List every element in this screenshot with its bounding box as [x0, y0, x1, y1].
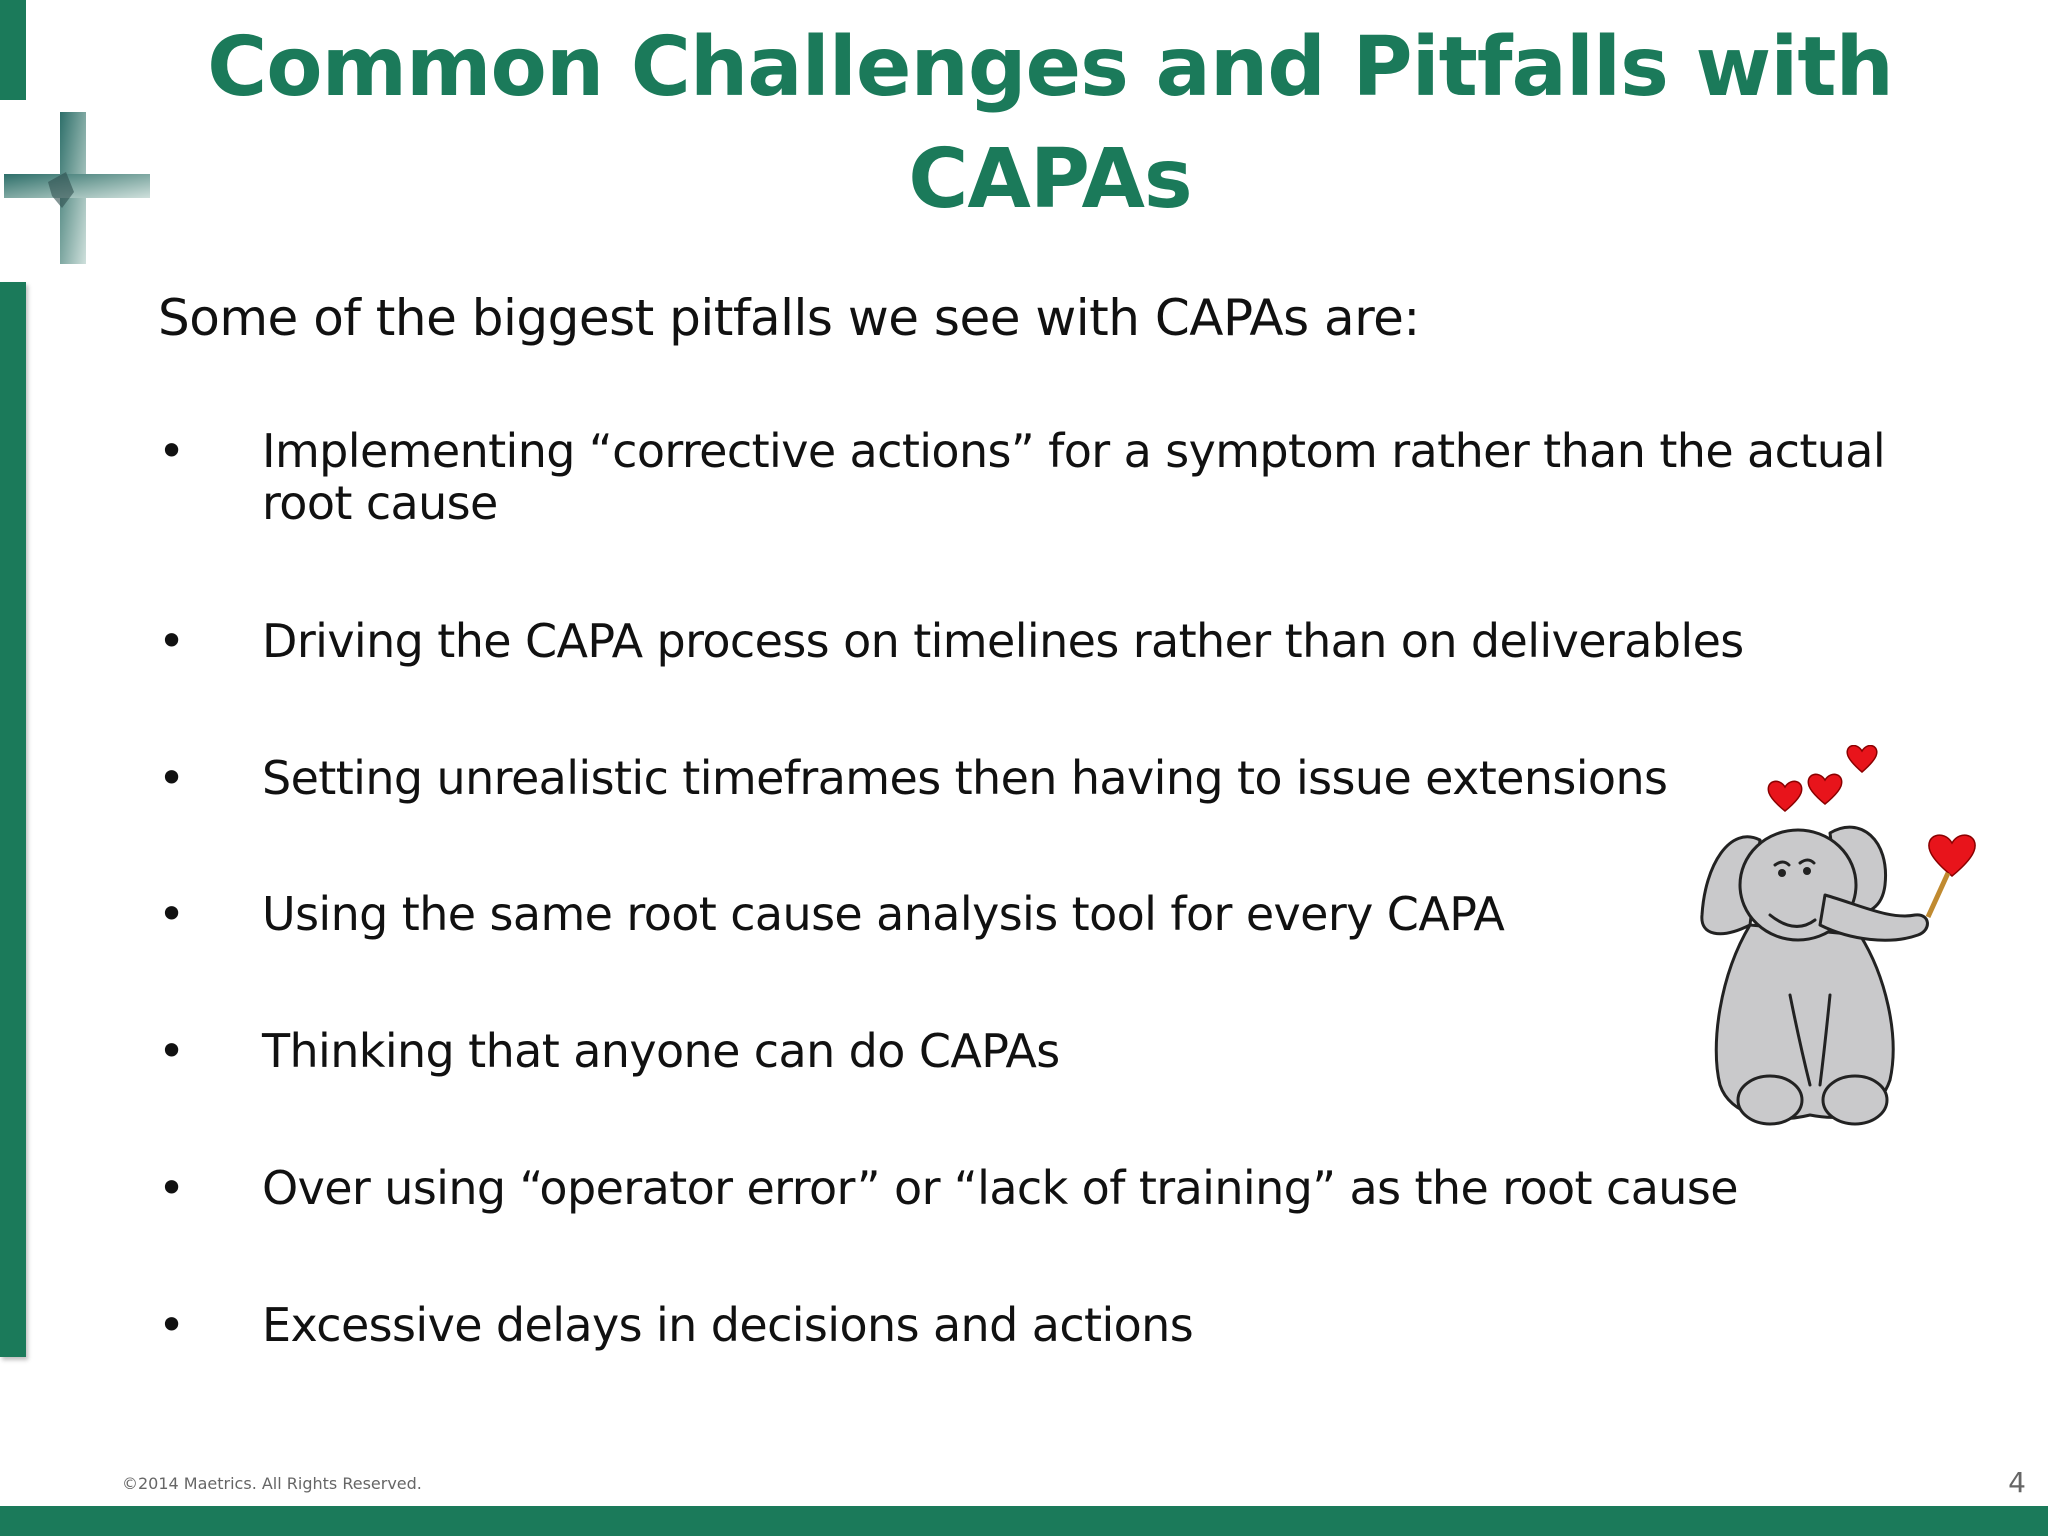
bullet-dot: • [158, 614, 185, 668]
slide-title: Common Challenges and Pitfalls with CAPAs [207, 20, 1893, 227]
elephant-with-hearts-icon [1690, 745, 1980, 1140]
bullet-dot: • [158, 751, 185, 805]
list-item-text: Implementing “corrective actions” for a symptom rather than the actual root cause [262, 424, 1886, 530]
list-item-text: Using the same root cause analysis tool for every CAPA [262, 887, 1505, 941]
bullet-dot: • [158, 1298, 185, 1352]
footer-copyright: ©2014 Maetrics. All Rights Reserved. [122, 1474, 422, 1493]
heart-icon [1808, 774, 1841, 804]
bottom-accent-bar [0, 1506, 2048, 1536]
side-accent-bar [0, 282, 26, 1357]
list-item-text: Setting unrealistic timeframes then having to issue extensions [262, 751, 1668, 805]
list-item-text: Excessive delays in decisions and actions [262, 1298, 1194, 1352]
heart-icon [1929, 835, 1975, 876]
top-accent-bar [0, 0, 26, 100]
bullet-dot: • [158, 1161, 185, 1215]
page-number: 4 [2008, 1466, 2026, 1499]
list-item-text: Driving the CAPA process on timelines rather than on deliverables [262, 614, 1744, 668]
intro-text: Some of the biggest pitfalls we see with CAPAs are: [158, 289, 1420, 347]
heart-icon [1847, 746, 1877, 772]
bullet-dot: • [158, 887, 185, 941]
bullet-dot: • [158, 424, 185, 478]
list-item-text: Over using “operator error” or “lack of training” as the root cause [262, 1161, 1738, 1215]
heart-icon [1768, 781, 1801, 811]
bullet-dot: • [158, 1024, 185, 1078]
cross-logo-icon [4, 112, 150, 264]
list-item-text: Thinking that anyone can do CAPAs [262, 1024, 1060, 1078]
